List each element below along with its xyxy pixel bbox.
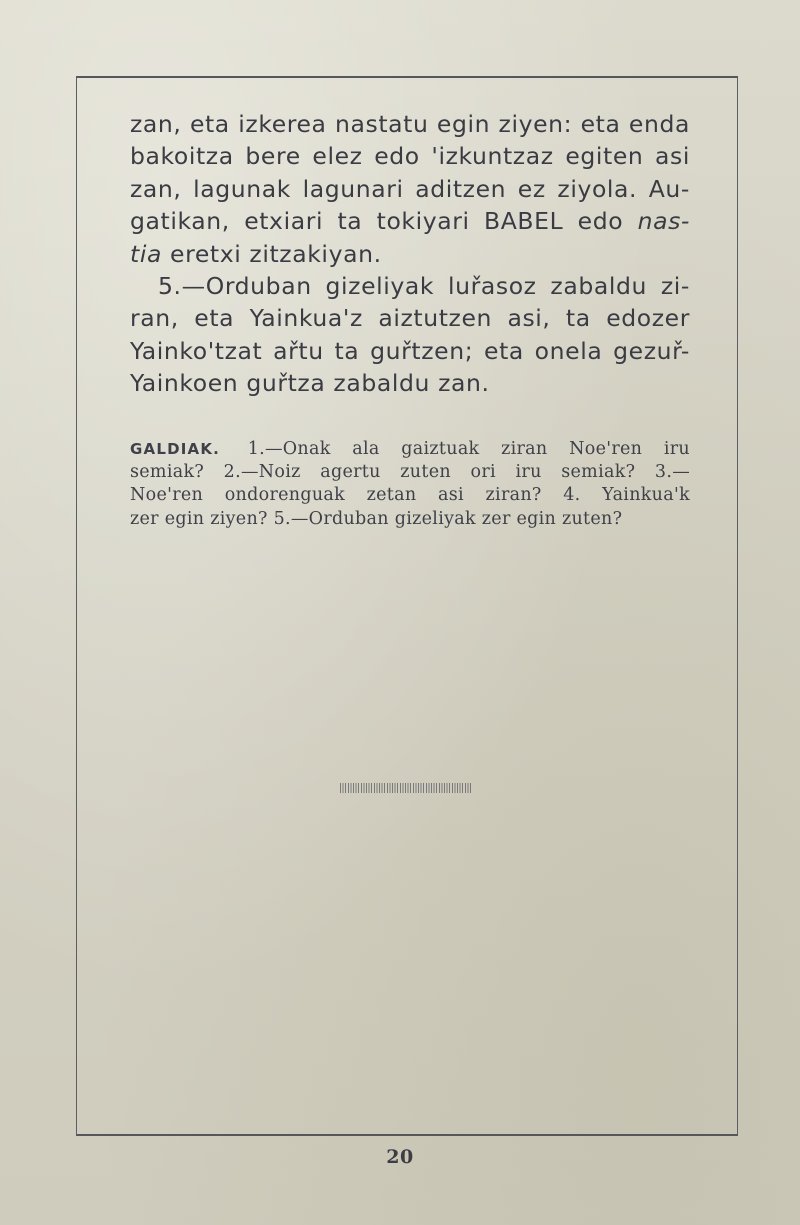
paragraph-1-line: bakoitza bere elez edo 'izkuntzaz egiten asi [130, 142, 690, 171]
paragraph-2-line: ran, eta Yainkua'z aiztutzen asi, ta edozer [130, 304, 690, 333]
paragraph-1-line: zan, eta izkerea nastatu egin ziyen: eta enda [130, 110, 690, 138]
paragraph-2 [130, 270, 690, 400]
paragraph-2-line: 5.—Orduban gizeliyak luřasoz zabaldu zi- [158, 272, 690, 301]
paragraph-1 [130, 108, 690, 270]
paragraph-1-line: zan, lagunak lagunari aditzen ez ziyola. Au- [130, 174, 690, 203]
questions-line: Noe'ren ondorenguak zetan asi ziran? 4. Yainkua'k [130, 485, 690, 506]
paragraph-1-line-text: eretxi zitzakiyan. [170, 239, 382, 268]
paragraph-1-line [130, 205, 690, 237]
paragraph-1-line [130, 238, 690, 270]
questions-line: zer egin ziyen? 5.—Orduban gizeliyak zer egin zuten? [130, 508, 623, 529]
page-content [130, 108, 690, 531]
questions-line [130, 438, 690, 461]
italic-word-part-1: nas- [637, 207, 690, 236]
decorative-rule-ornament [340, 783, 472, 793]
paragraph-2-line: Yainkoen guřtza zabaldu zan. [130, 369, 490, 398]
italic-word-part-2: tia [130, 239, 162, 268]
paragraph-2-line: Yainko'tzat ařtu ta guřtzen; eta onela gezuř- [130, 336, 690, 365]
questions-line-text: 1.—Onak ala gaiztuak ziran Noe'ren iru [247, 438, 690, 459]
page-number: 20 [386, 1146, 414, 1168]
questions-section [130, 438, 690, 531]
questions-line: semiak? 2.—Noiz agertu zuten ori iru semiak? 3.— [130, 461, 690, 482]
questions-label: GALDIAK. [130, 439, 221, 458]
paragraph-1-line-text: gatikan, etxiari ta tokiyari BABEL edo [130, 207, 638, 236]
